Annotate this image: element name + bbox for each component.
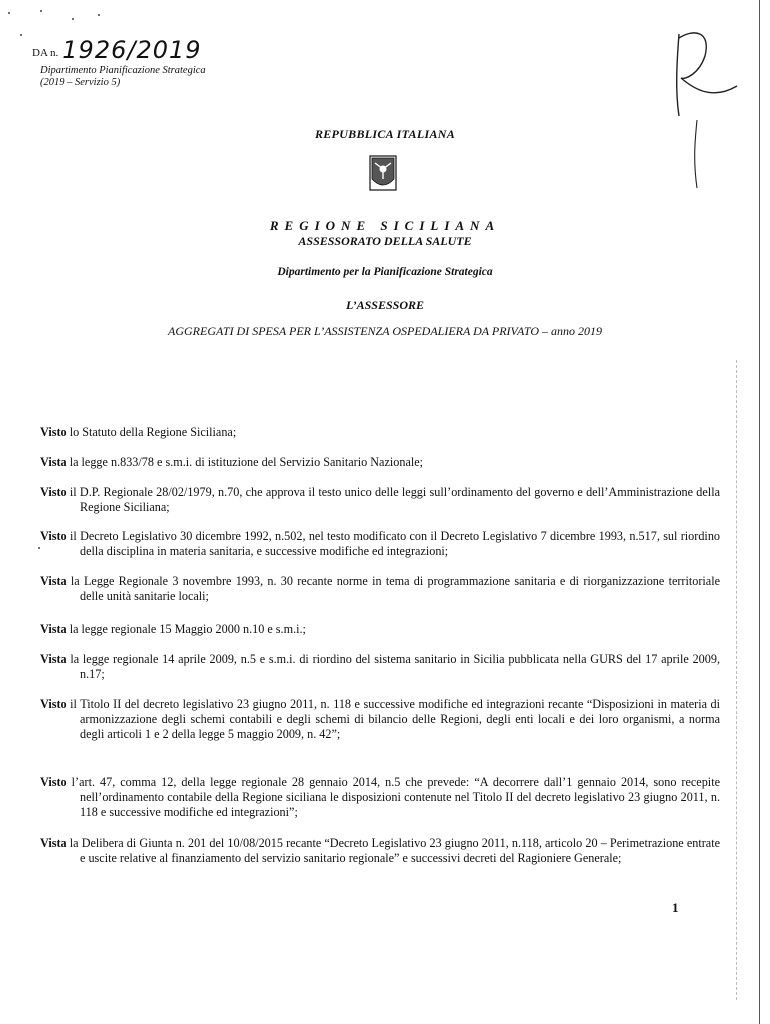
scan-edge-line [759, 0, 760, 1024]
paragraph-dlgs-118 [40, 697, 720, 743]
department-heading: Dipartimento per la Pianificazione Strategica [277, 266, 493, 278]
page-number: 1 [672, 900, 679, 915]
paragraph-lead: Vista [40, 836, 70, 850]
paragraph-delibera-201 [40, 836, 720, 866]
paragraph-text: la legge n.833/78 e s.m.i. di istituzione del Servizio Sanitario Nazionale; [69, 455, 424, 469]
subject-line: AGGREGATI DI SPESA PER L’ASSISTENZA OSPEDALIERA DA PRIVATO – anno 2019 [168, 324, 602, 338]
paragraph-text: la legge regionale 15 Maggio 2000 n.10 e s.m.i.; [69, 622, 306, 636]
paragraph-art-47 [40, 775, 720, 821]
paragraph-text: il D.P. Regionale 28/02/1979, n.70, che approva il testo unico delle leggi sull’ordinamento del governo e dell’Amministrazione della Regione Siciliana; [69, 485, 720, 515]
region-heading: REGIONE SICILIANA [269, 218, 501, 233]
paragraph-text: il Titolo II del decreto legislativo 23 giugno 2011, n. 118 e successive modifiche ed integrazioni recante “Disposizioni in materia di armonizzazione degli schemi contabili e degli schemi di bilancio delle Regioni, degli enti locali e dei loro organismi, a norma degli articoli 1 e 2 della legge 5 maggio 2009, n. 42”; [70, 697, 720, 742]
paragraph-lead: Visto [40, 697, 71, 711]
paragraph-text: la Legge Regionale 3 novembre 1993, n. 30 recante norme in tema di programmazione sanitaria e di riorganizzazione territoriale delle unità sanitarie locali; [70, 574, 720, 604]
paragraph-text: la Delibera di Giunta n. 201 del 10/08/2015 recante “Decreto Legislativo 23 giugno 2011, n.118, articolo 20 – Perimetrazione entrate e uscite relative al finanziamento del servizio sanitario regionale” e successivi decreti del Ragioniere Generale; [69, 836, 720, 866]
da-number-handwritten: 1926/2019 [62, 36, 202, 64]
paragraph-lr-10 [40, 622, 720, 637]
dept-line-2: (2019 – Servizio 5) [40, 77, 121, 88]
paragraph-statuto [40, 425, 720, 440]
paragraph-lead: Vista [40, 455, 70, 469]
scan-edge-dashes [736, 360, 738, 1000]
trinacria-emblem-icon [369, 155, 397, 191]
paragraph-dp-regionale [40, 485, 720, 515]
paragraph-text: il Decreto Legislativo 30 dicembre 1992, n.502, nel testo modificato con il Decreto Legislativo 7 dicembre 1993, n.517, sul riordino della disciplina in materia sanitaria, e successive modifiche ed integrazioni; [69, 529, 721, 559]
regione-emblem [369, 155, 397, 191]
paragraph-lead: Vista [40, 652, 71, 666]
paragraph-lead: Visto [40, 425, 70, 439]
paragraph-lead: Vista [40, 622, 70, 636]
paragraph-text: lo Statuto della Regione Siciliana; [69, 425, 237, 439]
paragraph-legge-833 [40, 455, 720, 470]
paragraph-text: l’art. 47, comma 12, della legge regionale 28 gennaio 2014, n.5 che prevede: “A decorrere dall’1 gennaio 2014, sono recepite nell’ordinamento contabile della Regione siciliana le disposizioni contenute nel Titolo II del decreto legislativo 23 giugno 2011, n. 118 e successive modifiche ed integrazioni”; [71, 775, 720, 820]
paragraph-lead: Visto [40, 775, 72, 789]
dept-line-1: Dipartimento Pianificazione Strategica [40, 65, 206, 76]
da-prefix: DA n. [32, 47, 59, 59]
signature-mark [665, 20, 755, 200]
paragraph-lr-5-2009 [40, 652, 720, 682]
signature-icon [665, 20, 755, 200]
da-reference [32, 36, 202, 66]
republic-heading: REPUBBLICA ITALIANA [314, 127, 456, 141]
paragraph-dlgs-502 [40, 529, 720, 559]
paragraph-lead: Visto [40, 529, 70, 543]
assessorato-heading: ASSESSORATO DELLA SALUTE [298, 234, 472, 248]
paragraph-lead: Visto [40, 485, 70, 499]
paragraph-text: la legge regionale 14 aprile 2009, n.5 e s.m.i. di riordino del sistema sanitario in Sicilia pubblicata nella GURS del 17 aprile 2009, n.17; [70, 652, 720, 682]
assessore-heading: L’ASSESSORE [345, 298, 425, 312]
paragraph-lr-30 [40, 574, 720, 604]
paragraph-lead: Vista [40, 574, 71, 588]
